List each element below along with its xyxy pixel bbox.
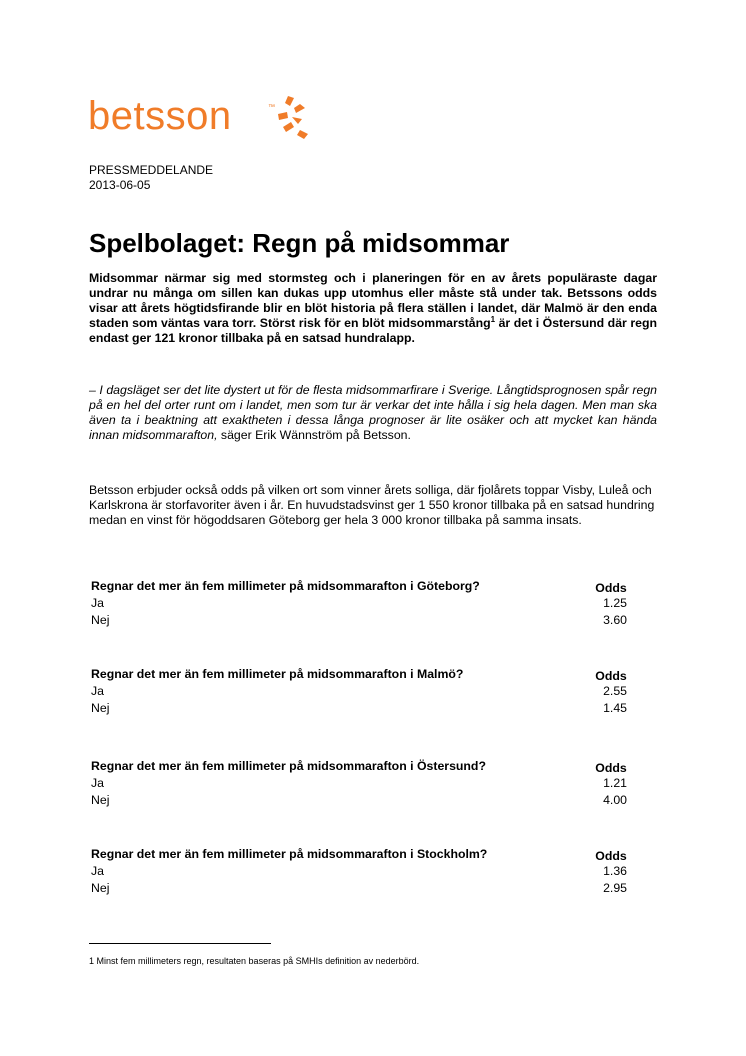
odds-label: Ja	[91, 864, 104, 878]
odds-row	[91, 700, 631, 717]
odds-label: Ja	[91, 596, 104, 610]
odds-question: Regnar det mer än fem millimeter på midsommarafton i Göteborg?	[91, 579, 480, 593]
odds-label: Ja	[91, 684, 104, 698]
odds-value: 1.21	[603, 776, 627, 790]
odds-question: Regnar det mer än fem millimeter på midsommarafton i Malmö?	[91, 667, 464, 681]
odds-row	[91, 792, 631, 809]
press-meta	[89, 163, 213, 193]
odds-table-stockholm	[91, 846, 631, 897]
betsson-logo	[88, 88, 328, 144]
odds-label: Nej	[91, 881, 110, 895]
odds-table-goteborg	[91, 578, 631, 629]
footnote: 1 Minst fem millimeters regn, resultaten baseras på SMHIs definition av nederbörd.	[89, 956, 420, 966]
quote-paragraph	[89, 383, 657, 443]
odds-row	[91, 612, 631, 629]
body-paragraph: Betsson erbjuder också odds på vilken ort som vinner årets solliga, där fjolårets toppar Visby, Luleå och Karlskrona är storfavoriter även i år. En huvudstadsvinst ger 1 550 kronor tillbaka på en satsad hundring medan en vinst för högoddsaren Göteborg ger hela 3 000 kronor tillbaka på samma insats.	[89, 483, 655, 527]
odds-value: 3.60	[603, 613, 627, 627]
odds-row	[91, 595, 631, 612]
odds-label: Ja	[91, 776, 104, 790]
footnote-ref: 1	[490, 314, 496, 324]
document-type: PRESSMEDDELANDE	[89, 163, 214, 177]
odds-value: 2.55	[603, 684, 627, 698]
page-title: Spelbolaget: Regn på midsommar	[89, 228, 510, 258]
logo-trademark: ™	[268, 104, 275, 111]
quote-text: – I dagsläget ser det lite dystert ut för de flesta midsommarfirare i Sverige. Långtidsprognosen spår regn på en hel del orter runt om i landet, men som tur är verkar det inte hålla i sig hela dagen. Men man ska även ta i beaktning att exaktheten i dessa långa prognoser är lite osäker och att mycket kan hända innan midsommarafton,	[89, 383, 657, 442]
odds-column-header: Odds	[595, 761, 627, 775]
odds-value: 1.45	[603, 701, 627, 715]
odds-column-header: Odds	[595, 581, 627, 595]
odds-column-header: Odds	[595, 669, 627, 683]
odds-value: 1.36	[603, 864, 627, 878]
quote-attribution: säger Erik Wännström på Betsson.	[217, 428, 411, 442]
odds-row	[91, 683, 631, 700]
lead-text-2: är det i Östersund där regn endast ger 121 kronor tillbaka på en satsad hundralapp.	[89, 316, 657, 345]
odds-label: Nej	[91, 701, 110, 715]
footnote-divider	[89, 943, 271, 944]
odds-row	[91, 775, 631, 792]
odds-column-header: Odds	[595, 849, 627, 863]
odds-row	[91, 880, 631, 897]
odds-label: Nej	[91, 793, 110, 807]
odds-question: Regnar det mer än fem millimeter på midsommarafton i Stockholm?	[91, 847, 488, 861]
odds-label: Nej	[91, 613, 110, 627]
odds-question: Regnar det mer än fem millimeter på midsommarafton i Östersund?	[91, 759, 486, 773]
odds-value: 2.95	[603, 881, 627, 895]
odds-table-ostersund	[91, 758, 631, 809]
odds-value: 1.25	[603, 596, 627, 610]
lead-text-1: Midsommar närmar sig med stormsteg och i planeringen för en av årets populäraste dagar undrar nu många om sillen kan dukas upp utomhus eller måste stå under tak. Betssons odds visar att årets högtidsfirande blir en blöt historia på flera ställen i landet, där Malmö är den enda staden som väntas vara torr. Störst risk för en blöt midsommarstång	[89, 271, 657, 330]
odds-table-malmo	[91, 666, 631, 717]
betsson-star-icon	[274, 94, 320, 140]
odds-value: 4.00	[603, 793, 627, 807]
lead-paragraph	[89, 271, 657, 346]
logo-wordmark: betsson	[88, 94, 232, 138]
odds-row	[91, 863, 631, 880]
document-date: 2013-06-05	[89, 178, 151, 192]
